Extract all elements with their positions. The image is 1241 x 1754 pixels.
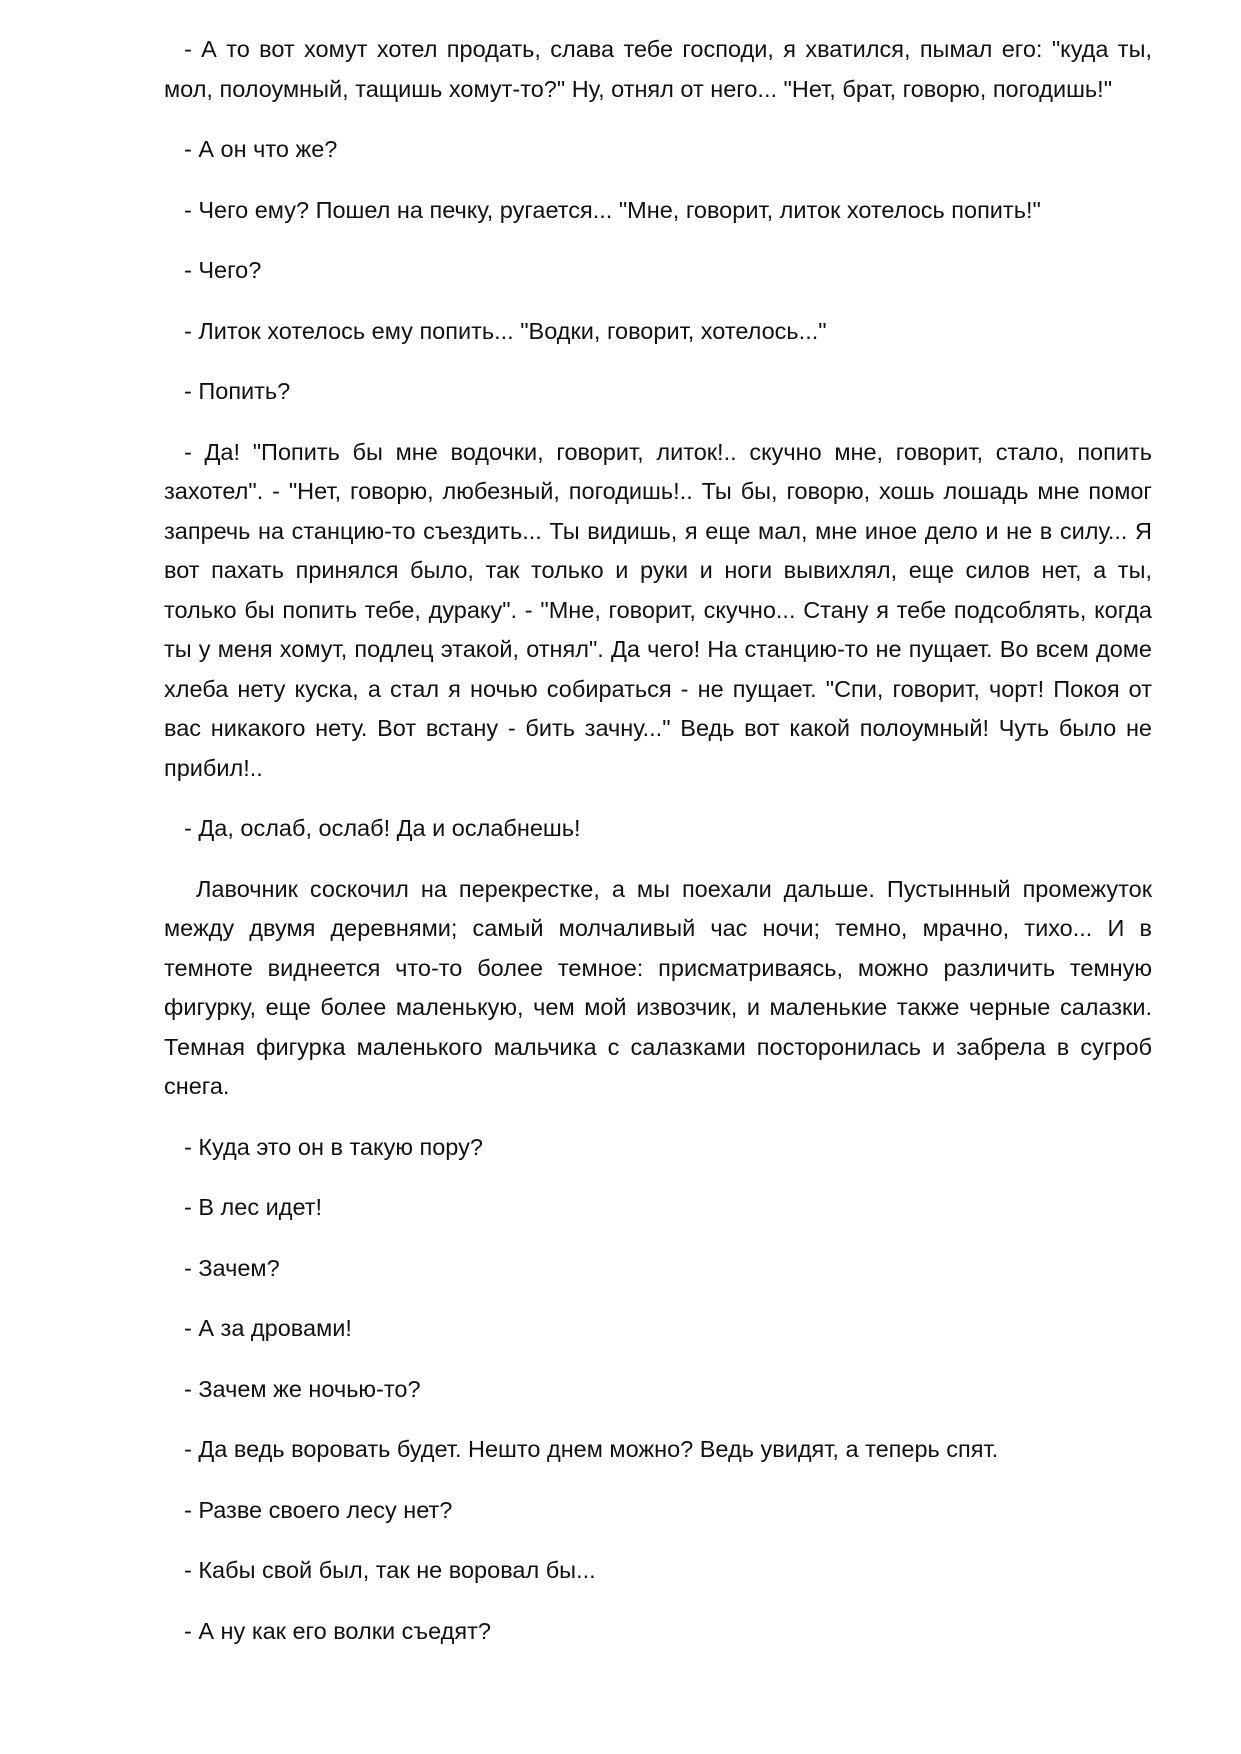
dialogue-paragraph: - Чего?: [184, 257, 262, 283]
dialogue-paragraph: - Куда это он в такую пору?: [184, 1133, 483, 1160]
dialogue-paragraph: - Да ведь воровать будет. Нешто днем можно? Ведь увидят, а теперь спят.: [184, 1436, 999, 1462]
document-page: [164, 30, 1152, 1672]
dialogue-paragraph: - Зачем же ночью-то?: [184, 1375, 421, 1402]
dialogue-paragraph: - Зачем?: [184, 1254, 280, 1281]
dialogue-paragraph: - Чего ему? Пошел на печку, ругается... "Мне, говорит, литок хотелось попить!": [184, 196, 1041, 223]
dialogue-paragraph: - В лес идет!: [184, 1194, 323, 1220]
dialogue-paragraph: - Попить?: [184, 378, 291, 404]
dialogue-paragraph: - Разве своего лесу нет?: [184, 1496, 453, 1523]
dialogue-paragraph: - Да! "Попить бы мне водочки, говорит, литок!.. скучно мне, говорит, стало, попить захотел". - "Нет, говорю, любезный, погодишь!.. Ты бы, говорю, хошь лошадь мне помог запречь на станцию-то съездить... Ты видишь, я еще мал, мне иное дело и не в силу... Я вот пахать принялся было, так только и руки и ноги вывихлял, еще силов нет, а ты, только бы попить тебе, дураку". - "Мне, говорит, скучно... Стану я тебе подсоблять, когда ты у меня хомут, подлец этакой, отнял". Да чего! На станцию-то не пущает. Во всем доме хлеба нету куска, а стал я ночью собираться - не пущает. "Спи, говорит, чорт! Покоя от вас никакого нету. Вот встану - бить зачну..." Ведь вот какой полоумный! Чуть было не прибил!..: [164, 438, 1152, 781]
dialogue-paragraph: - А он что же?: [184, 136, 338, 162]
dialogue-paragraph: - Кабы свой был, так не воровал бы...: [184, 1557, 596, 1583]
dialogue-paragraph: - Да, ослаб, ослаб! Да и ослабнешь!: [184, 815, 581, 841]
dialogue-paragraph: - Литок хотелось ему попить... "Водки, говорит, хотелось...": [184, 317, 827, 344]
narration-paragraph: Лавочник соскочил на перекрестке, а мы поехали дальше. Пустынный промежуток между двумя деревнями; самый молчаливый час ночи; темно, мрачно, тихо... И в темноте виднеется что-то более темное: присматриваясь, можно различить темную фигурку, еще более маленькую, чем мой извозчик, и маленькие также черные салазки. Темная фигурка маленького мальчика с салазками посторонилась и забрела в сугроб снега.: [164, 875, 1152, 1099]
dialogue-paragraph: - А ну как его волки съедят?: [184, 1617, 491, 1644]
dialogue-paragraph: - А то вот хомут хотел продать, слава тебе господи, я хватился, пымал его: "куда ты, мол, полоумный, тащишь хомут-то?" Ну, отнял от него... "Нет, брат, говорю, погодишь!": [164, 36, 1152, 102]
dialogue-paragraph: - А за дровами!: [184, 1315, 352, 1341]
